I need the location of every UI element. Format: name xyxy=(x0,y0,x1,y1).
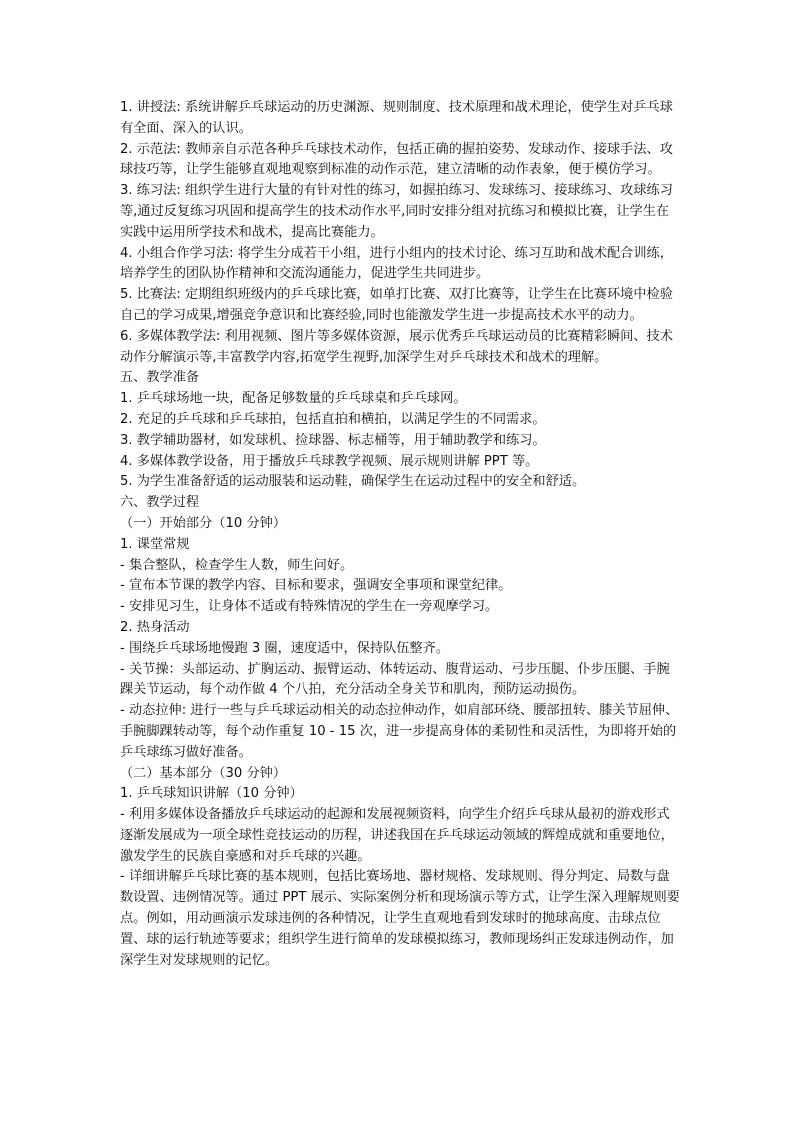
warmup-bullet-1: - 围绕乒乓球场地慢跑 3 圈，速度适中，保持队伍整齐。 xyxy=(120,640,450,656)
item-heading-warmup: 2. 热身活动 xyxy=(120,619,190,635)
knowledge-bullet-2: - 详细讲解乒乓球比赛的基本规则，包括比赛场地、器材规格、发球规则、得分判定、局数与盘数设置、违例情况等。通过 PPT 展示、实际案例分析和现场演示等方式，让学生深入理解规则要点。例如，用动画演示发球违例的各种情况，让学生直观地看到发球时的抛球高度、击球点位置、球的运行轨迹等要求；组织学生进行简单的发球模拟练习，教师现场纠正发球违例动作，加深学生对发球规则的记忆。 xyxy=(120,869,680,968)
method-lecture: 1. 讲授法: 系统讲解乒乓球运动的历史渊源、规则制度、技术原理和战术理论，使学生对乒乓球有全面、深入的认识。 xyxy=(120,100,673,136)
prep-item-1: 1. 乒乓球场地一块，配备足够数量的乒乓球桌和乒乓球网。 xyxy=(120,391,467,407)
section-heading-preparation: 五、教学准备 xyxy=(120,370,200,386)
subsection-heading-start: （一）开始部分（10 分钟） xyxy=(120,515,287,531)
subsection-heading-basic: （二）基本部分（30 分钟） xyxy=(120,765,287,781)
warmup-bullet-3: - 动态拉伸: 进行一些与乒乓球运动相关的动态拉伸动作，如肩部环绕、腰部扭转、膝关节屈伸、手腕脚踝转动等，每个动作重复 10 - 15 次，进一步提高身体的柔韧性和灵活性，为即将开始的乒乓球练习做好准备。 xyxy=(120,703,679,760)
method-practice: 3. 练习法: 组织学生进行大量的有针对性的练习，如握拍练习、发球练习、接球练习、攻球练习等,通过反复练习巩固和提高学生的技术动作水平,同时安排分组对抗练习和模拟比赛，让学生在实践中运用所学技术和战术，提高比赛能力。 xyxy=(120,183,673,240)
warmup-bullet-2: - 关节操：头部运动、扩胸运动、振臂运动、体转运动、腹背运动、弓步压腿、仆步压腿、手腕踝关节运动，每个动作做 4 个八拍，充分活动全身关节和肌肉，预防运动损伤。 xyxy=(120,661,670,698)
method-multimedia: 6. 多媒体教学法: 利用视频、图片等多媒体资源，展示优秀乒乓球运动员的比赛精彩瞬间、技术动作分解演示等,丰富教学内容,拓宽学生视野,加深学生对乒乓球技术和战术的理解。 xyxy=(120,328,673,365)
routine-bullet-3: - 安排见习生，让身体不适或有特殊情况的学生在一旁观摩学习。 xyxy=(120,599,499,615)
prep-item-4: 4. 多媒体教学设备，用于播放乒乓球教学视频、展示规则讲解 PPT 等。 xyxy=(120,453,539,469)
prep-item-2: 2. 充足的乒乓球和乒乓球拍，包括直拍和横拍，以满足学生的不同需求。 xyxy=(120,411,546,427)
method-demonstration: 2. 示范法: 教师亲自示范各种乒乓球技术动作，包括正确的握拍姿势、发球动作、接球手法、攻球技巧等，让学生能够直观地观察到标准的动作示范，建立清晰的动作表象，便于模仿学习。 xyxy=(120,141,673,178)
item-heading-knowledge: 1. 乒乓球知识讲解（10 分钟） xyxy=(120,786,303,802)
item-heading-routine: 1. 课堂常规 xyxy=(120,536,190,552)
routine-bullet-2: - 宣布本节课的教学内容、目标和要求，强调安全事项和课堂纪律。 xyxy=(120,578,512,594)
knowledge-bullet-1: - 利用多媒体设备播放乒乓球运动的起源和发展视频资料，向学生介绍乒乓球从最初的游戏形式逐渐发展成为一项全球性竞技运动的历程，讲述我国在乒乓球运动领域的辉煌成就和重要地位，激发学生的民族自豪感和对乒乓球的兴趣。 xyxy=(120,807,674,864)
document-body xyxy=(120,98,680,971)
prep-item-3: 3. 教学辅助器材，如发球机、捡球器、标志桶等，用于辅助教学和练习。 xyxy=(120,432,546,448)
routine-bullet-1: - 集合整队，检查学生人数，师生问好。 xyxy=(120,557,354,573)
method-competition: 5. 比赛法: 定期组织班级内的乒乓球比赛，如单打比赛、双打比赛等，让学生在比赛环境中检验自己的学习成果,增强竞争意识和比赛经验,同时也能激发学生进一步提高技术水平的动力。 xyxy=(120,287,673,323)
prep-item-5: 5. 为学生准备舒适的运动服装和运动鞋，确保学生在运动过程中的安全和舒适。 xyxy=(120,474,586,490)
section-heading-process: 六、教学过程 xyxy=(120,495,200,511)
method-group-cooperation: 4. 小组合作学习法: 将学生分成若干小组，进行小组内的技术讨论、练习互助和战术配合训练，培养学生的团队协作精神和交流沟通能力，促进学生共同进步。 xyxy=(120,245,673,282)
